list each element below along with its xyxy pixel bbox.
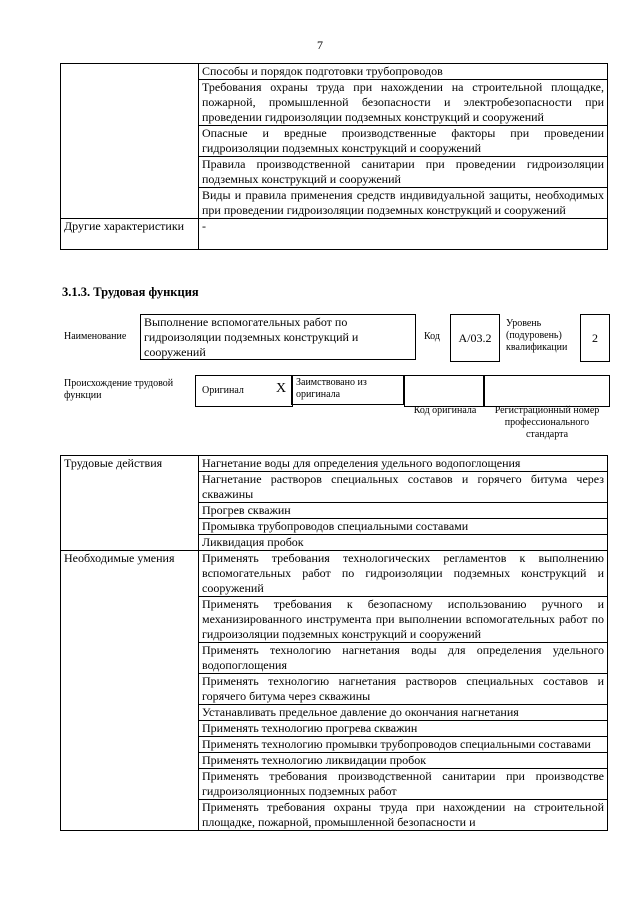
skill-item: Применять требования технологических регламентов к выполнению вспомогательных работ по гидроизоляции подземных конструкций и сооружений bbox=[199, 551, 608, 597]
original-code-box bbox=[404, 375, 485, 407]
knowledge-item: Виды и правила применения средств индивидуальной защиты, необходимых при проведении гидроизоляции подземных конструкций и сооружений bbox=[199, 188, 608, 219]
skill-item: Применять требования к безопасному использованию ручного и механизированного инструмента при выполнении вспомогательных работ по гидроизоляции подземных конструкций и сооружений bbox=[199, 597, 608, 643]
function-level: 2 bbox=[580, 314, 610, 362]
level-label: Уровень (подуровень) квалификации bbox=[506, 318, 568, 353]
labor-action-item: Прогрев скважин bbox=[199, 503, 608, 519]
code-label: Код bbox=[424, 331, 440, 342]
knowledge-item: Требования охраны труда при нахождении на строительной площадке, пожарной, промышленной безопасности и электробезопасности при проведении гидроизоляции подземных конструкций и сооружений bbox=[199, 80, 608, 126]
original-box bbox=[195, 375, 293, 407]
registration-number-box bbox=[483, 375, 610, 407]
code-caption: Код оригинала bbox=[413, 405, 477, 416]
skills-label: Необходимые умения bbox=[61, 551, 199, 831]
page-number: 7 bbox=[317, 38, 323, 52]
knowledge-item: Способы и порядок подготовки трубопроводов bbox=[199, 64, 608, 80]
skill-item: Применять требования охраны труда при нахождении на строительной площадке, пожарной, промышленной безопасности и bbox=[199, 800, 608, 831]
skill-item: Применять технологию нагнетания воды для определения удельного водопоглощения bbox=[199, 643, 608, 674]
skill-item: Применять требования производственной санитарии при производстве гидроизоляционных подземных работ bbox=[199, 769, 608, 800]
knowledge-table bbox=[60, 63, 608, 250]
knowledge-item: Опасные и вредные производственные факторы при проведении гидроизоляции подземных конструкций и сооружений bbox=[199, 126, 608, 157]
registration-caption: Регистрационный номер профессионального стандарта bbox=[494, 405, 600, 440]
section-title: 3.1.3. Трудовая функция bbox=[62, 285, 199, 299]
labor-action-item: Ликвидация пробок bbox=[199, 535, 608, 551]
borrowed-label: Заимствовано из оригинала bbox=[291, 375, 404, 405]
labor-action-item: Нагнетание растворов специальных составов и горячего битума через скважины bbox=[199, 472, 608, 503]
labor-action-item: Промывка трубопроводов специальными составами bbox=[199, 519, 608, 535]
skill-item: Применять технологию промывки трубопроводов специальными составами bbox=[199, 737, 608, 753]
labor-actions-label: Трудовые действия bbox=[61, 456, 199, 551]
skill-item: Применять технологию нагнетания растворов специальных составов и горячего битума через скважины bbox=[199, 674, 608, 705]
knowledge-item: Правила производственной санитарии при проведении гидроизоляции подземных конструкций и сооружений bbox=[199, 157, 608, 188]
knowledge-label-cell bbox=[61, 64, 199, 219]
labor-action-item: Нагнетание воды для определения удельного водопоглощения bbox=[199, 456, 608, 472]
origin-label: Происхождение трудовой функции bbox=[64, 378, 174, 401]
original-mark: X bbox=[276, 381, 287, 396]
skill-item: Применять технологию прогрева скважин bbox=[199, 721, 608, 737]
function-details-table bbox=[60, 455, 608, 831]
skill-item: Устанавливать предельное давление до окончания нагнетания bbox=[199, 705, 608, 721]
function-name: Выполнение вспомогательных работ по гидроизоляции подземных конструкций и сооружений bbox=[140, 314, 416, 360]
other-characteristics-value: - bbox=[199, 219, 608, 250]
skill-item: Применять технологию ликвидации пробок bbox=[199, 753, 608, 769]
function-code: А/03.2 bbox=[450, 314, 500, 362]
other-characteristics-label: Другие характеристики bbox=[61, 219, 199, 250]
original-label: Оригинал bbox=[202, 385, 244, 396]
name-label: Наименование bbox=[64, 331, 127, 342]
